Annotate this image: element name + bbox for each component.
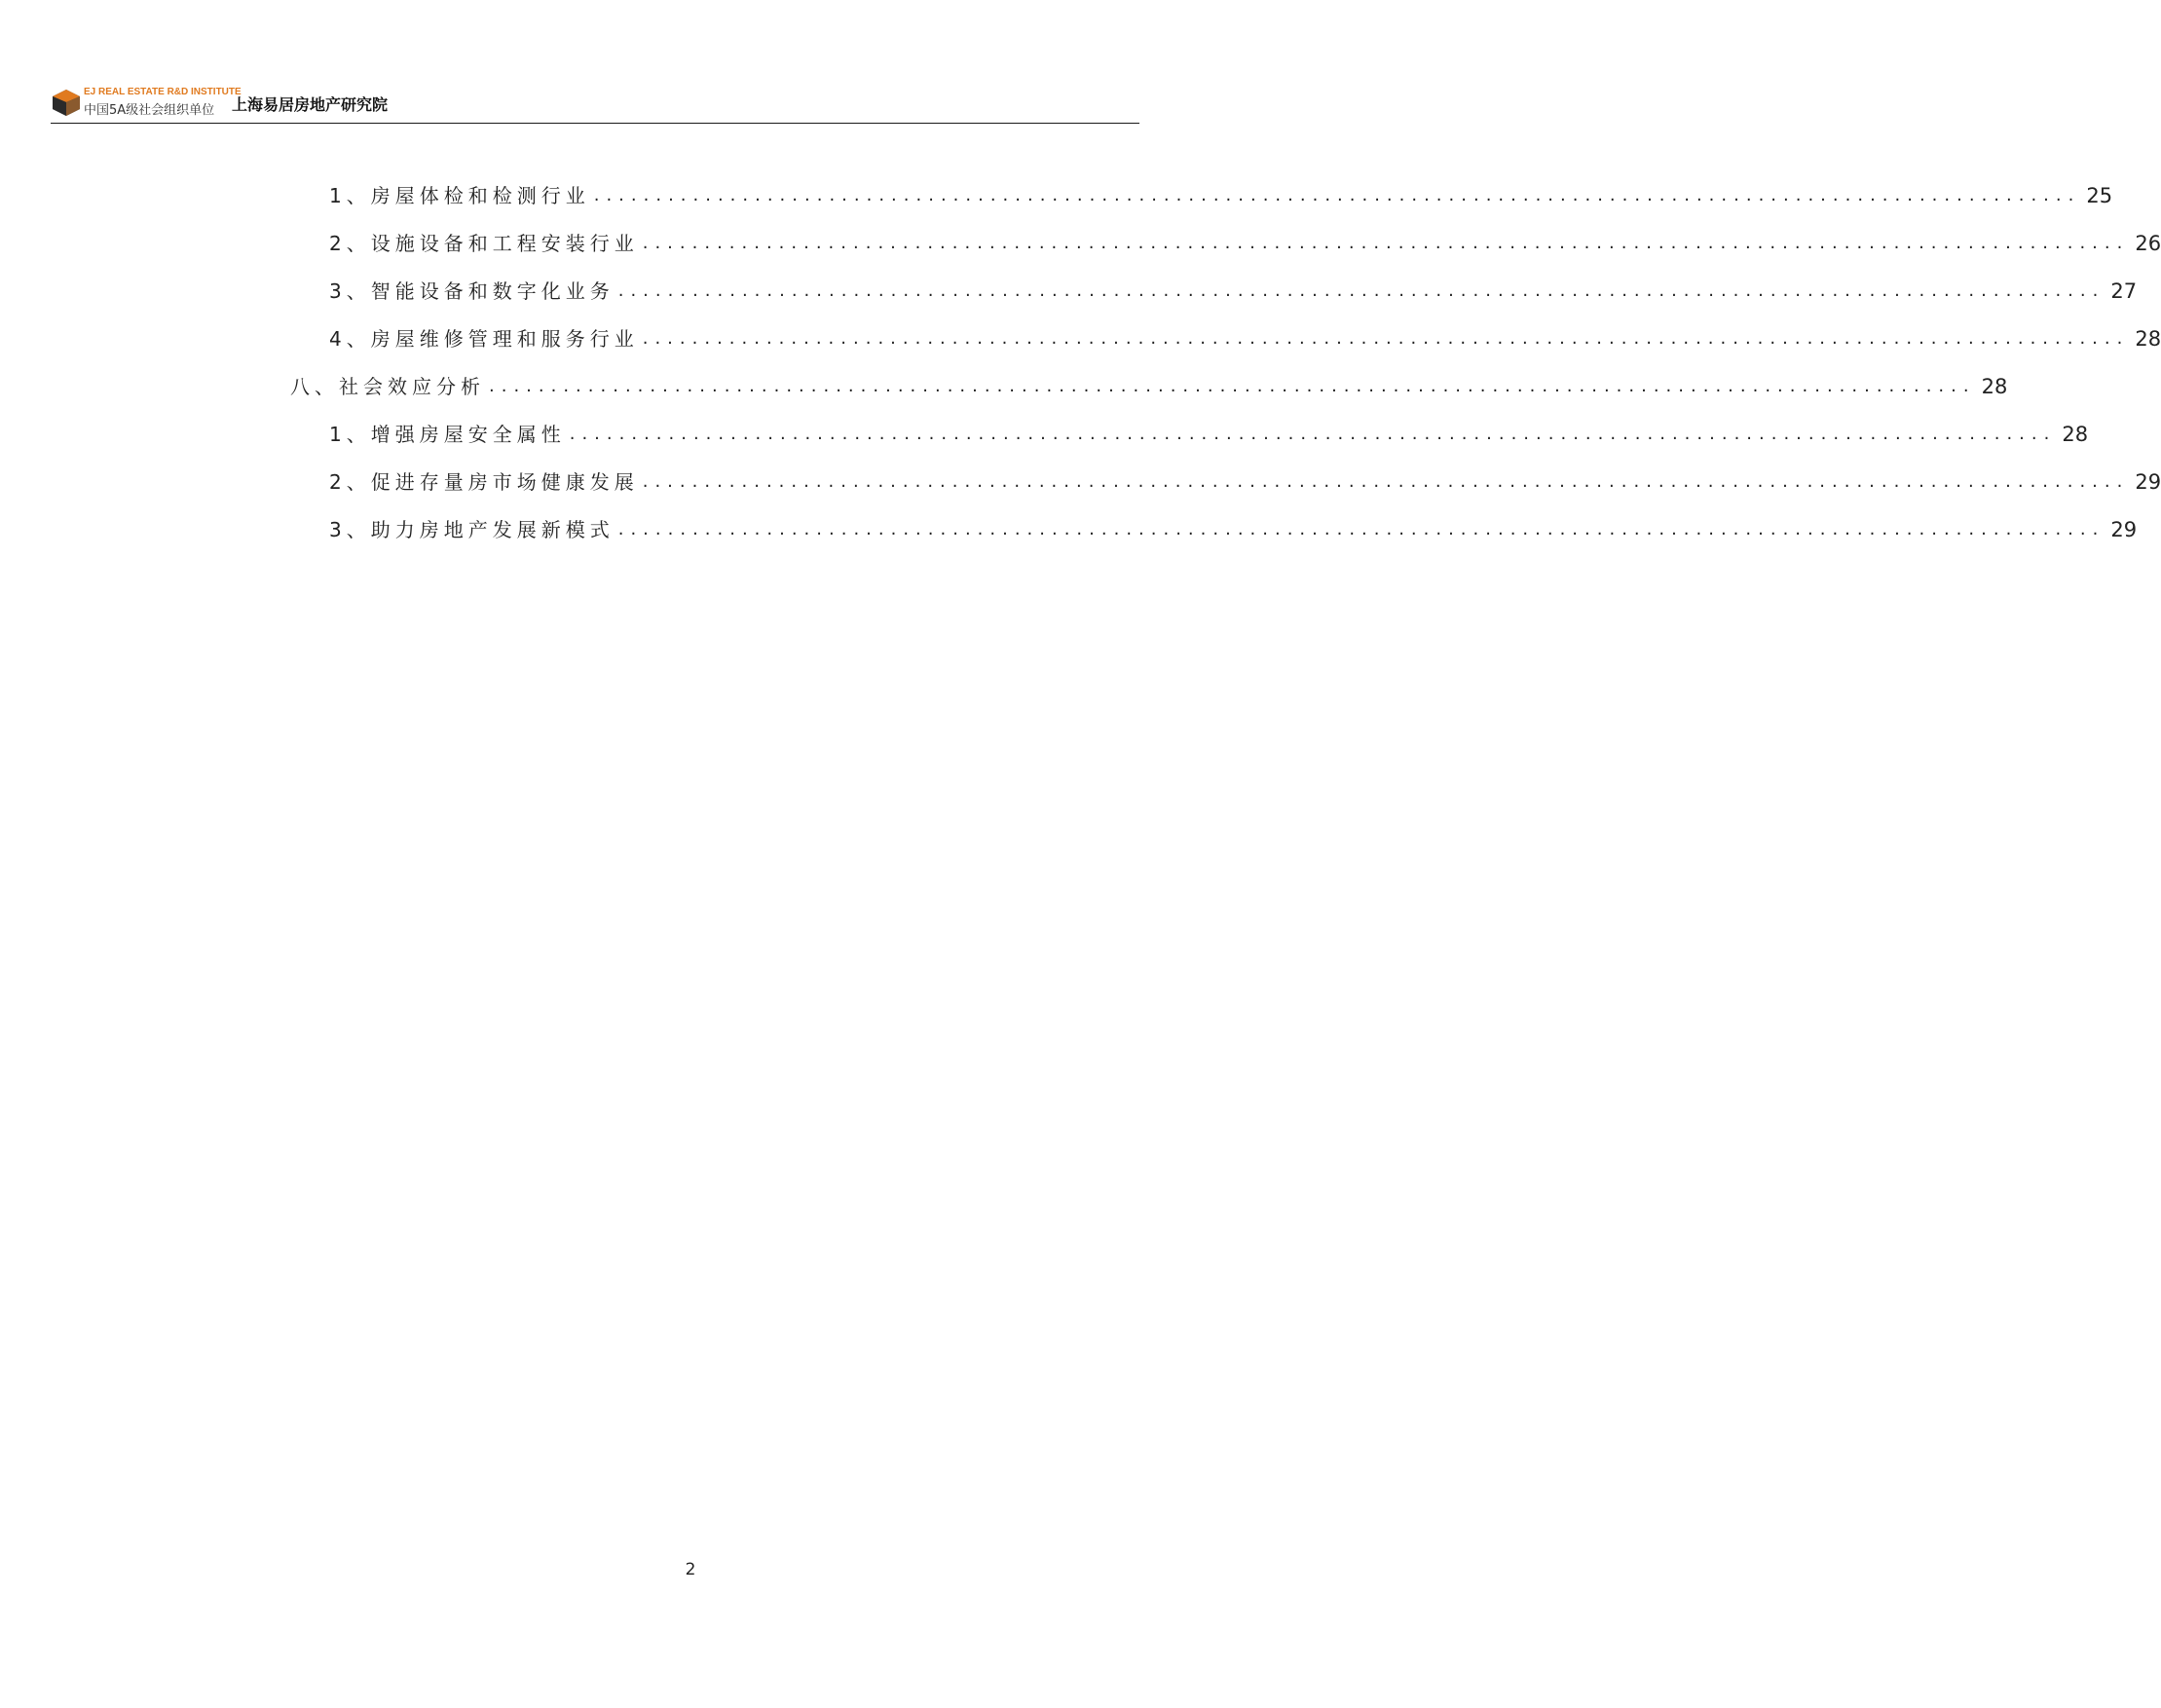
toc-dot-leader: ........................................................................................................................	[617, 519, 2105, 539]
logo-institute-name: 上海易居房地产研究院	[232, 95, 389, 114]
toc-dot-leader: ........................................................................................................................	[593, 185, 2081, 205]
toc-entry-page: 29	[2135, 470, 2161, 494]
toc-entry-title: 2、促进存量房市场健康发展	[329, 470, 639, 494]
page-header	[51, 84, 1139, 123]
toc-entry-page: 25	[2086, 184, 2113, 207]
logo-english-name: EJ REAL ESTATE R&D INSTITUTE	[84, 87, 242, 97]
toc-entry-title: 1、房屋体检和检测行业	[329, 184, 590, 207]
toc-entry-page: 28	[2062, 423, 2089, 446]
toc-entry[interactable]	[329, 277, 2138, 306]
toc-entry[interactable]	[329, 420, 2089, 449]
toc-dot-leader: ........................................................................................................................	[617, 280, 2105, 301]
toc-entry-title: 2、设施设备和工程安装行业	[329, 232, 639, 255]
ej-cube-logo-icon	[51, 88, 82, 117]
toc-entry-page: 27	[2110, 279, 2138, 303]
toc-entry-page: 28	[2135, 327, 2161, 351]
toc-entry[interactable]	[329, 181, 2113, 210]
toc-dot-leader: ........................................................................................................................	[569, 424, 2057, 444]
toc-entry-title: 3、智能设备和数字化业务	[329, 279, 615, 303]
toc-entry-title: 八、社会效应分析	[290, 375, 485, 398]
toc-entry[interactable]	[290, 372, 2008, 401]
toc-entry-title: 1、增强房屋安全属性	[329, 423, 566, 446]
toc-entry-page: 28	[1981, 375, 2008, 398]
toc-entry[interactable]	[329, 229, 2161, 258]
toc-entry-page: 29	[2110, 518, 2138, 541]
page-number: 2	[685, 1560, 696, 1579]
toc-dot-leader: ........................................................................................................................	[642, 233, 2130, 253]
toc-entry[interactable]	[329, 515, 2138, 544]
toc-entry-title: 4、房屋维修管理和服务行业	[329, 327, 639, 351]
toc-entry[interactable]	[329, 324, 2161, 353]
toc-dot-leader: ........................................................................................................................	[642, 471, 2130, 492]
toc-entry-title: 3、助力房地产发展新模式	[329, 518, 615, 541]
logo-subtitle: 中国5A级社会组织单位	[84, 103, 215, 118]
toc-dot-leader: ........................................................................................................................	[489, 376, 1976, 396]
toc-entry-page: 26	[2135, 232, 2161, 255]
toc-entry[interactable]	[329, 467, 2161, 497]
header-divider	[51, 123, 1139, 124]
toc-dot-leader: ........................................................................................................................	[642, 328, 2130, 349]
